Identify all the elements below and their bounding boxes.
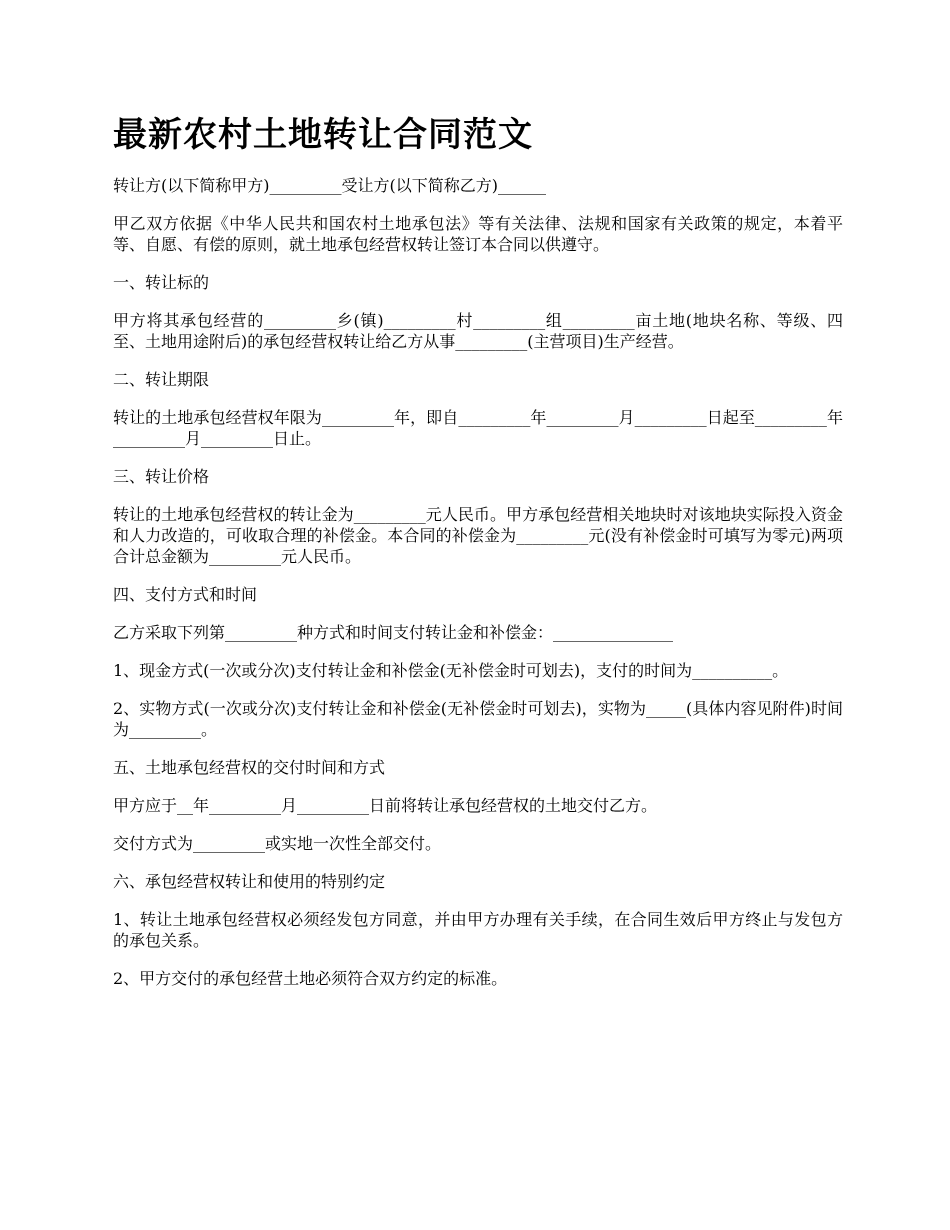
paragraph-parties-line: 转让方(以下简称甲方)_________受让方(以下简称乙方)______ [113,176,546,195]
section-heading-section-5-heading: 五、土地承包经营权的交付时间和方式 [113,758,386,777]
paragraph-section-5-body-2: 交付方式为_________或实地一次性全部交付。 [113,834,442,853]
section-heading-section-6-heading: 六、承包经营权转让和使用的特别约定 [113,872,386,891]
paragraph-section-4-item-2: 2、实物方式(一次或分次)支付转让金和补偿金(无补偿金时可划去)，实物为_____(具体内容见附件)时间为_________。 [113,699,843,739]
section-heading-section-1-heading: 一、转让标的 [113,273,210,292]
paragraph-section-3-body: 转让的土地承包经营权的转让金为_________元人民币。甲方承包经营相关地块时对该地块实际投入资金和人力改造的，可收取合理的补偿金。本合同的补偿金为_________元(没有补偿金时可填写为零元)两项合计总金额为_________元人民币。 [113,505,843,566]
paragraph-section-4-intro: 乙方采取下列第_________种方式和时间支付转让金和补偿金：_______________ [113,623,674,642]
document-page [113,112,843,1006]
document-title: 最新农村土地转让合同范文 [113,115,533,155]
section-heading-section-3-heading: 三、转让价格 [113,467,210,486]
document-body [113,175,843,989]
paragraph-section-5-body-1: 甲方应于__年_________月_________日前将转让承包经营权的土地交付乙方。 [113,796,658,815]
paragraph-section-6-item-1: 1、转让土地承包经营权必须经发包方同意，并由甲方办理有关手续，在合同生效后甲方终止与发包方的承包关系。 [113,910,843,950]
paragraph-section-2-body: 转让的土地承包经营权年限为_________年，即自_________年_________月_________日起至_________年_________月_________日止。 [113,408,843,448]
paragraph-section-4-item-1: 1、现金方式(一次或分次)支付转让金和补偿金(无补偿金时可划去)，支付的时间为__________。 [113,661,789,680]
paragraph-section-6-item-2: 2、甲方交付的承包经营土地必须符合双方约定的标准。 [113,969,508,988]
paragraph-preamble: 甲乙双方依据《中华人民共和国农村土地承包法》等有关法律、法规和国家有关政策的规定，本着平等、自愿、有偿的原则，就土地承包经营权转让签订本合同以供遵守。 [113,214,843,254]
paragraph-section-1-body: 甲方将其承包经营的_________乡(镇)_________村_________组_________亩土地(地块名称、等级、四至、土地用途附后)的承包经营权转让给乙方从事_________(主营项目)生产经营。 [113,311,843,351]
section-heading-section-4-heading: 四、支付方式和时间 [113,585,258,604]
section-heading-section-2-heading: 二、转让期限 [113,370,210,389]
